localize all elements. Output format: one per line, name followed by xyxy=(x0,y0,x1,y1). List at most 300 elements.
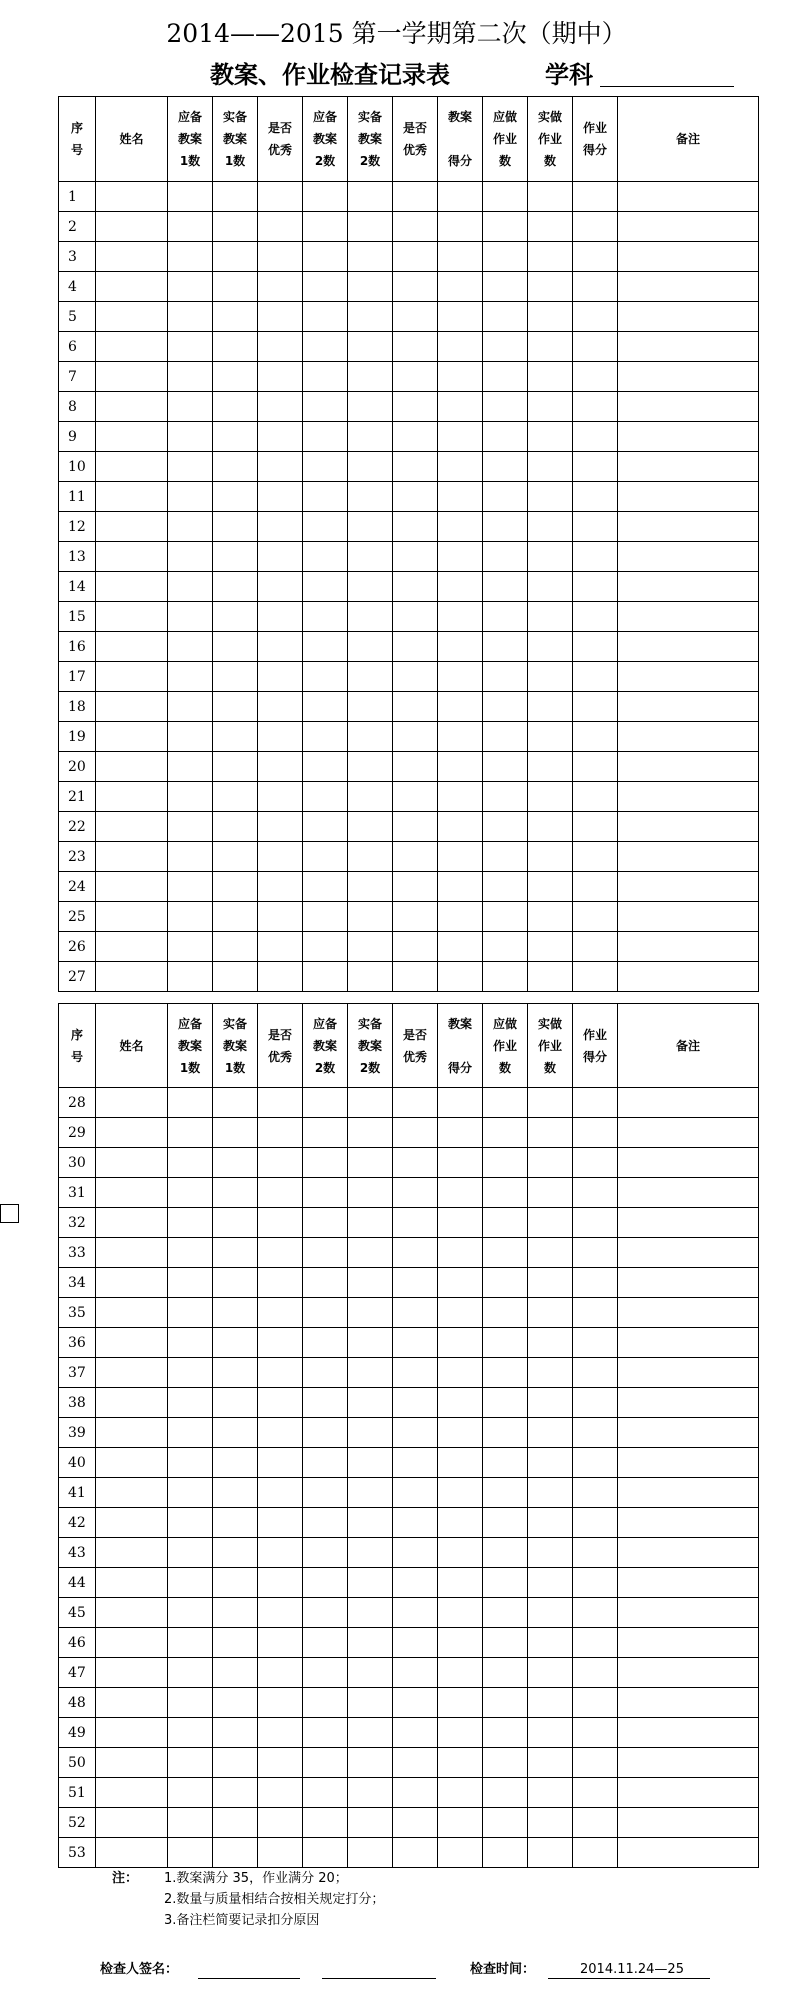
table-cell[interactable] xyxy=(213,362,258,392)
table-cell[interactable] xyxy=(528,1658,573,1688)
table-cell[interactable] xyxy=(438,842,483,872)
table-cell[interactable] xyxy=(168,1808,213,1838)
table-cell[interactable] xyxy=(573,1598,618,1628)
table-cell[interactable] xyxy=(303,1568,348,1598)
table-cell[interactable] xyxy=(348,602,393,632)
table-cell[interactable] xyxy=(96,1358,168,1388)
table-cell[interactable] xyxy=(393,1358,438,1388)
table-cell[interactable] xyxy=(393,812,438,842)
table-cell[interactable] xyxy=(528,1838,573,1868)
table-cell[interactable] xyxy=(528,1268,573,1298)
table-cell[interactable] xyxy=(213,1748,258,1778)
table-cell[interactable] xyxy=(618,1178,759,1208)
table-cell[interactable] xyxy=(483,632,528,662)
table-cell[interactable] xyxy=(303,872,348,902)
table-cell[interactable] xyxy=(618,332,759,362)
table-cell[interactable] xyxy=(393,1298,438,1328)
table-cell[interactable] xyxy=(573,302,618,332)
table-cell[interactable] xyxy=(483,1598,528,1628)
table-cell[interactable] xyxy=(483,602,528,632)
table-cell[interactable] xyxy=(96,392,168,422)
table-cell[interactable] xyxy=(528,662,573,692)
table-cell[interactable] xyxy=(393,1328,438,1358)
table-cell[interactable] xyxy=(303,812,348,842)
table-cell[interactable] xyxy=(96,1148,168,1178)
table-cell[interactable] xyxy=(303,1178,348,1208)
table-cell[interactable] xyxy=(618,962,759,992)
table-cell[interactable] xyxy=(303,602,348,632)
table-cell[interactable] xyxy=(483,272,528,302)
table-cell[interactable] xyxy=(393,512,438,542)
table-cell[interactable] xyxy=(96,1388,168,1418)
table-cell[interactable] xyxy=(618,242,759,272)
table-cell[interactable] xyxy=(573,752,618,782)
table-cell[interactable] xyxy=(438,782,483,812)
table-cell[interactable] xyxy=(96,782,168,812)
table-cell[interactable] xyxy=(528,842,573,872)
table-cell[interactable] xyxy=(393,1838,438,1868)
table-cell[interactable] xyxy=(483,392,528,422)
table-cell[interactable] xyxy=(438,542,483,572)
table-cell[interactable] xyxy=(303,782,348,812)
table-cell[interactable] xyxy=(483,572,528,602)
table-cell[interactable] xyxy=(438,1118,483,1148)
table-cell[interactable] xyxy=(303,902,348,932)
table-cell[interactable] xyxy=(303,362,348,392)
table-cell[interactable] xyxy=(573,422,618,452)
table-cell[interactable] xyxy=(483,932,528,962)
table-cell[interactable] xyxy=(348,692,393,722)
table-cell[interactable] xyxy=(573,842,618,872)
table-cell[interactable] xyxy=(438,1478,483,1508)
table-cell[interactable] xyxy=(618,1508,759,1538)
table-cell[interactable] xyxy=(96,662,168,692)
table-cell[interactable] xyxy=(96,1208,168,1238)
table-cell[interactable] xyxy=(573,1628,618,1658)
table-cell[interactable] xyxy=(96,632,168,662)
table-cell[interactable] xyxy=(348,542,393,572)
table-cell[interactable] xyxy=(303,1358,348,1388)
table-cell[interactable] xyxy=(483,692,528,722)
table-cell[interactable] xyxy=(213,692,258,722)
table-cell[interactable] xyxy=(393,1688,438,1718)
table-cell[interactable] xyxy=(483,1268,528,1298)
table-cell[interactable] xyxy=(438,812,483,842)
table-cell[interactable] xyxy=(213,242,258,272)
table-cell[interactable] xyxy=(303,962,348,992)
table-cell[interactable] xyxy=(573,182,618,212)
table-cell[interactable] xyxy=(213,962,258,992)
table-cell[interactable] xyxy=(573,392,618,422)
table-cell[interactable] xyxy=(168,482,213,512)
table-cell[interactable] xyxy=(258,1508,303,1538)
table-cell[interactable] xyxy=(438,1628,483,1658)
table-cell[interactable] xyxy=(528,572,573,602)
table-cell[interactable] xyxy=(348,1328,393,1358)
table-cell[interactable] xyxy=(303,272,348,302)
table-cell[interactable] xyxy=(96,1418,168,1448)
table-cell[interactable] xyxy=(393,1778,438,1808)
table-cell[interactable] xyxy=(213,1388,258,1418)
table-cell[interactable] xyxy=(168,812,213,842)
table-cell[interactable] xyxy=(348,872,393,902)
table-cell[interactable] xyxy=(483,782,528,812)
table-cell[interactable] xyxy=(258,1088,303,1118)
table-cell[interactable] xyxy=(348,1238,393,1268)
table-cell[interactable] xyxy=(168,1838,213,1868)
table-cell[interactable] xyxy=(393,1598,438,1628)
table-cell[interactable] xyxy=(528,362,573,392)
table-cell[interactable] xyxy=(348,392,393,422)
table-cell[interactable] xyxy=(618,1148,759,1178)
table-cell[interactable] xyxy=(393,1568,438,1598)
table-cell[interactable] xyxy=(303,542,348,572)
table-cell[interactable] xyxy=(168,272,213,302)
table-cell[interactable] xyxy=(528,602,573,632)
table-cell[interactable] xyxy=(483,422,528,452)
table-cell[interactable] xyxy=(303,452,348,482)
table-cell[interactable] xyxy=(438,722,483,752)
table-cell[interactable] xyxy=(213,1358,258,1388)
table-cell[interactable] xyxy=(168,1178,213,1208)
table-cell[interactable] xyxy=(303,1328,348,1358)
table-cell[interactable] xyxy=(483,1148,528,1178)
table-cell[interactable] xyxy=(348,722,393,752)
table-cell[interactable] xyxy=(348,1538,393,1568)
table-cell[interactable] xyxy=(528,812,573,842)
table-cell[interactable] xyxy=(168,722,213,752)
table-cell[interactable] xyxy=(393,452,438,482)
table-cell[interactable] xyxy=(573,572,618,602)
table-cell[interactable] xyxy=(96,1718,168,1748)
table-cell[interactable] xyxy=(96,422,168,452)
table-cell[interactable] xyxy=(213,392,258,422)
table-cell[interactable] xyxy=(618,752,759,782)
table-cell[interactable] xyxy=(483,482,528,512)
table-cell[interactable] xyxy=(573,1298,618,1328)
table-cell[interactable] xyxy=(96,1688,168,1718)
table-cell[interactable] xyxy=(393,272,438,302)
table-cell[interactable] xyxy=(618,932,759,962)
table-cell[interactable] xyxy=(483,1748,528,1778)
table-cell[interactable] xyxy=(618,1448,759,1478)
table-cell[interactable] xyxy=(438,1148,483,1178)
table-cell[interactable] xyxy=(348,962,393,992)
table-cell[interactable] xyxy=(258,182,303,212)
table-cell[interactable] xyxy=(213,1448,258,1478)
table-cell[interactable] xyxy=(438,1748,483,1778)
table-cell[interactable] xyxy=(303,1298,348,1328)
table-cell[interactable] xyxy=(483,1328,528,1358)
table-cell[interactable] xyxy=(483,1358,528,1388)
table-cell[interactable] xyxy=(168,662,213,692)
table-cell[interactable] xyxy=(168,692,213,722)
table-cell[interactable] xyxy=(258,1688,303,1718)
table-cell[interactable] xyxy=(393,1208,438,1238)
table-cell[interactable] xyxy=(348,1358,393,1388)
table-cell[interactable] xyxy=(618,1418,759,1448)
table-cell[interactable] xyxy=(168,1778,213,1808)
table-cell[interactable] xyxy=(348,242,393,272)
table-cell[interactable] xyxy=(573,1178,618,1208)
table-cell[interactable] xyxy=(438,392,483,422)
table-cell[interactable] xyxy=(348,812,393,842)
table-cell[interactable] xyxy=(483,872,528,902)
table-cell[interactable] xyxy=(528,1628,573,1658)
table-cell[interactable] xyxy=(96,332,168,362)
table-cell[interactable] xyxy=(393,1718,438,1748)
table-cell[interactable] xyxy=(258,1208,303,1238)
table-cell[interactable] xyxy=(438,1208,483,1238)
table-cell[interactable] xyxy=(393,182,438,212)
table-cell[interactable] xyxy=(258,242,303,272)
table-cell[interactable] xyxy=(393,662,438,692)
table-cell[interactable] xyxy=(213,1778,258,1808)
table-cell[interactable] xyxy=(573,512,618,542)
table-cell[interactable] xyxy=(393,1808,438,1838)
table-cell[interactable] xyxy=(483,1418,528,1448)
table-cell[interactable] xyxy=(303,662,348,692)
table-cell[interactable] xyxy=(303,512,348,542)
table-cell[interactable] xyxy=(393,392,438,422)
table-cell[interactable] xyxy=(528,1478,573,1508)
table-cell[interactable] xyxy=(303,752,348,782)
table-cell[interactable] xyxy=(348,1118,393,1148)
table-cell[interactable] xyxy=(168,1658,213,1688)
table-cell[interactable] xyxy=(618,722,759,752)
table-cell[interactable] xyxy=(213,1658,258,1688)
table-cell[interactable] xyxy=(213,1208,258,1238)
table-cell[interactable] xyxy=(168,932,213,962)
table-cell[interactable] xyxy=(168,1118,213,1148)
table-cell[interactable] xyxy=(96,1508,168,1538)
table-cell[interactable] xyxy=(348,1268,393,1298)
table-cell[interactable] xyxy=(618,1118,759,1148)
table-cell[interactable] xyxy=(258,1358,303,1388)
table-cell[interactable] xyxy=(438,692,483,722)
table-cell[interactable] xyxy=(438,212,483,242)
table-cell[interactable] xyxy=(258,842,303,872)
table-cell[interactable] xyxy=(168,962,213,992)
table-cell[interactable] xyxy=(618,812,759,842)
table-cell[interactable] xyxy=(348,752,393,782)
table-cell[interactable] xyxy=(573,1208,618,1238)
table-cell[interactable] xyxy=(618,1298,759,1328)
table-cell[interactable] xyxy=(303,242,348,272)
table-cell[interactable] xyxy=(438,632,483,662)
table-cell[interactable] xyxy=(96,1178,168,1208)
table-cell[interactable] xyxy=(528,1778,573,1808)
table-cell[interactable] xyxy=(168,392,213,422)
table-cell[interactable] xyxy=(213,1688,258,1718)
table-cell[interactable] xyxy=(618,1688,759,1718)
table-cell[interactable] xyxy=(348,182,393,212)
table-cell[interactable] xyxy=(528,1808,573,1838)
table-cell[interactable] xyxy=(168,632,213,662)
table-cell[interactable] xyxy=(348,1448,393,1478)
table-cell[interactable] xyxy=(618,1358,759,1388)
table-cell[interactable] xyxy=(573,722,618,752)
table-cell[interactable] xyxy=(483,1508,528,1538)
table-cell[interactable] xyxy=(483,1208,528,1238)
table-cell[interactable] xyxy=(168,1418,213,1448)
table-cell[interactable] xyxy=(573,812,618,842)
table-cell[interactable] xyxy=(393,1268,438,1298)
table-cell[interactable] xyxy=(213,1268,258,1298)
table-cell[interactable] xyxy=(168,1358,213,1388)
table-cell[interactable] xyxy=(348,1688,393,1718)
table-cell[interactable] xyxy=(573,1778,618,1808)
table-cell[interactable] xyxy=(573,452,618,482)
table-cell[interactable] xyxy=(303,182,348,212)
table-cell[interactable] xyxy=(483,1718,528,1748)
table-cell[interactable] xyxy=(258,902,303,932)
table-cell[interactable] xyxy=(213,1088,258,1118)
table-cell[interactable] xyxy=(618,1388,759,1418)
table-cell[interactable] xyxy=(483,1298,528,1328)
table-cell[interactable] xyxy=(618,542,759,572)
table-cell[interactable] xyxy=(213,662,258,692)
table-cell[interactable] xyxy=(618,272,759,302)
table-cell[interactable] xyxy=(303,1388,348,1418)
table-cell[interactable] xyxy=(573,1838,618,1868)
table-cell[interactable] xyxy=(573,482,618,512)
table-cell[interactable] xyxy=(303,482,348,512)
inspector-signature-line-2[interactable] xyxy=(322,1978,436,1979)
table-cell[interactable] xyxy=(348,1418,393,1448)
table-cell[interactable] xyxy=(258,602,303,632)
table-cell[interactable] xyxy=(438,1298,483,1328)
table-cell[interactable] xyxy=(348,1388,393,1418)
table-cell[interactable] xyxy=(258,332,303,362)
table-cell[interactable] xyxy=(213,1478,258,1508)
table-cell[interactable] xyxy=(618,482,759,512)
table-cell[interactable] xyxy=(528,542,573,572)
table-cell[interactable] xyxy=(393,872,438,902)
table-cell[interactable] xyxy=(213,422,258,452)
table-cell[interactable] xyxy=(618,302,759,332)
table-cell[interactable] xyxy=(573,362,618,392)
table-cell[interactable] xyxy=(528,1718,573,1748)
table-cell[interactable] xyxy=(528,1508,573,1538)
table-cell[interactable] xyxy=(573,1388,618,1418)
table-cell[interactable] xyxy=(96,1298,168,1328)
table-cell[interactable] xyxy=(573,1658,618,1688)
table-cell[interactable] xyxy=(573,662,618,692)
table-cell[interactable] xyxy=(573,1448,618,1478)
table-cell[interactable] xyxy=(483,1658,528,1688)
table-cell[interactable] xyxy=(213,1598,258,1628)
table-cell[interactable] xyxy=(573,782,618,812)
table-cell[interactable] xyxy=(618,1568,759,1598)
table-cell[interactable] xyxy=(528,242,573,272)
table-cell[interactable] xyxy=(213,452,258,482)
table-cell[interactable] xyxy=(393,1388,438,1418)
table-cell[interactable] xyxy=(168,302,213,332)
table-cell[interactable] xyxy=(483,1628,528,1658)
table-cell[interactable] xyxy=(573,602,618,632)
table-cell[interactable] xyxy=(393,212,438,242)
table-cell[interactable] xyxy=(528,302,573,332)
table-cell[interactable] xyxy=(393,1478,438,1508)
table-cell[interactable] xyxy=(258,1148,303,1178)
table-cell[interactable] xyxy=(528,1748,573,1778)
table-cell[interactable] xyxy=(528,272,573,302)
table-cell[interactable] xyxy=(258,1748,303,1778)
table-cell[interactable] xyxy=(483,752,528,782)
table-cell[interactable] xyxy=(168,1388,213,1418)
table-cell[interactable] xyxy=(573,1088,618,1118)
table-cell[interactable] xyxy=(528,212,573,242)
table-cell[interactable] xyxy=(438,1598,483,1628)
table-cell[interactable] xyxy=(303,1718,348,1748)
table-cell[interactable] xyxy=(303,632,348,662)
table-cell[interactable] xyxy=(96,1088,168,1118)
table-cell[interactable] xyxy=(528,1328,573,1358)
table-cell[interactable] xyxy=(348,512,393,542)
table-cell[interactable] xyxy=(393,1628,438,1658)
table-cell[interactable] xyxy=(618,1208,759,1238)
subject-input-line[interactable] xyxy=(600,86,734,87)
table-cell[interactable] xyxy=(168,452,213,482)
table-cell[interactable] xyxy=(528,1088,573,1118)
table-cell[interactable] xyxy=(393,1238,438,1268)
table-cell[interactable] xyxy=(528,1568,573,1598)
table-cell[interactable] xyxy=(618,1718,759,1748)
table-cell[interactable] xyxy=(168,542,213,572)
table-cell[interactable] xyxy=(258,512,303,542)
table-cell[interactable] xyxy=(483,302,528,332)
table-cell[interactable] xyxy=(618,1538,759,1568)
table-cell[interactable] xyxy=(573,242,618,272)
table-cell[interactable] xyxy=(438,572,483,602)
table-cell[interactable] xyxy=(573,272,618,302)
table-cell[interactable] xyxy=(393,1088,438,1118)
table-cell[interactable] xyxy=(438,1688,483,1718)
table-cell[interactable] xyxy=(438,362,483,392)
table-cell[interactable] xyxy=(303,1538,348,1568)
table-cell[interactable] xyxy=(303,212,348,242)
table-cell[interactable] xyxy=(438,1328,483,1358)
table-cell[interactable] xyxy=(96,452,168,482)
table-cell[interactable] xyxy=(393,1748,438,1778)
table-cell[interactable] xyxy=(348,362,393,392)
table-cell[interactable] xyxy=(348,1148,393,1178)
table-cell[interactable] xyxy=(258,482,303,512)
table-cell[interactable] xyxy=(573,1718,618,1748)
table-cell[interactable] xyxy=(438,452,483,482)
table-cell[interactable] xyxy=(618,902,759,932)
table-cell[interactable] xyxy=(348,1658,393,1688)
table-cell[interactable] xyxy=(303,1088,348,1118)
table-cell[interactable] xyxy=(348,1178,393,1208)
table-cell[interactable] xyxy=(96,512,168,542)
table-cell[interactable] xyxy=(618,842,759,872)
table-cell[interactable] xyxy=(303,1418,348,1448)
table-cell[interactable] xyxy=(573,1478,618,1508)
table-cell[interactable] xyxy=(168,422,213,452)
table-cell[interactable] xyxy=(393,362,438,392)
table-cell[interactable] xyxy=(528,1538,573,1568)
table-cell[interactable] xyxy=(618,1238,759,1268)
table-cell[interactable] xyxy=(168,842,213,872)
table-cell[interactable] xyxy=(573,1238,618,1268)
table-cell[interactable] xyxy=(573,1538,618,1568)
table-cell[interactable] xyxy=(438,1658,483,1688)
table-cell[interactable] xyxy=(528,722,573,752)
table-cell[interactable] xyxy=(483,1388,528,1418)
table-cell[interactable] xyxy=(438,182,483,212)
